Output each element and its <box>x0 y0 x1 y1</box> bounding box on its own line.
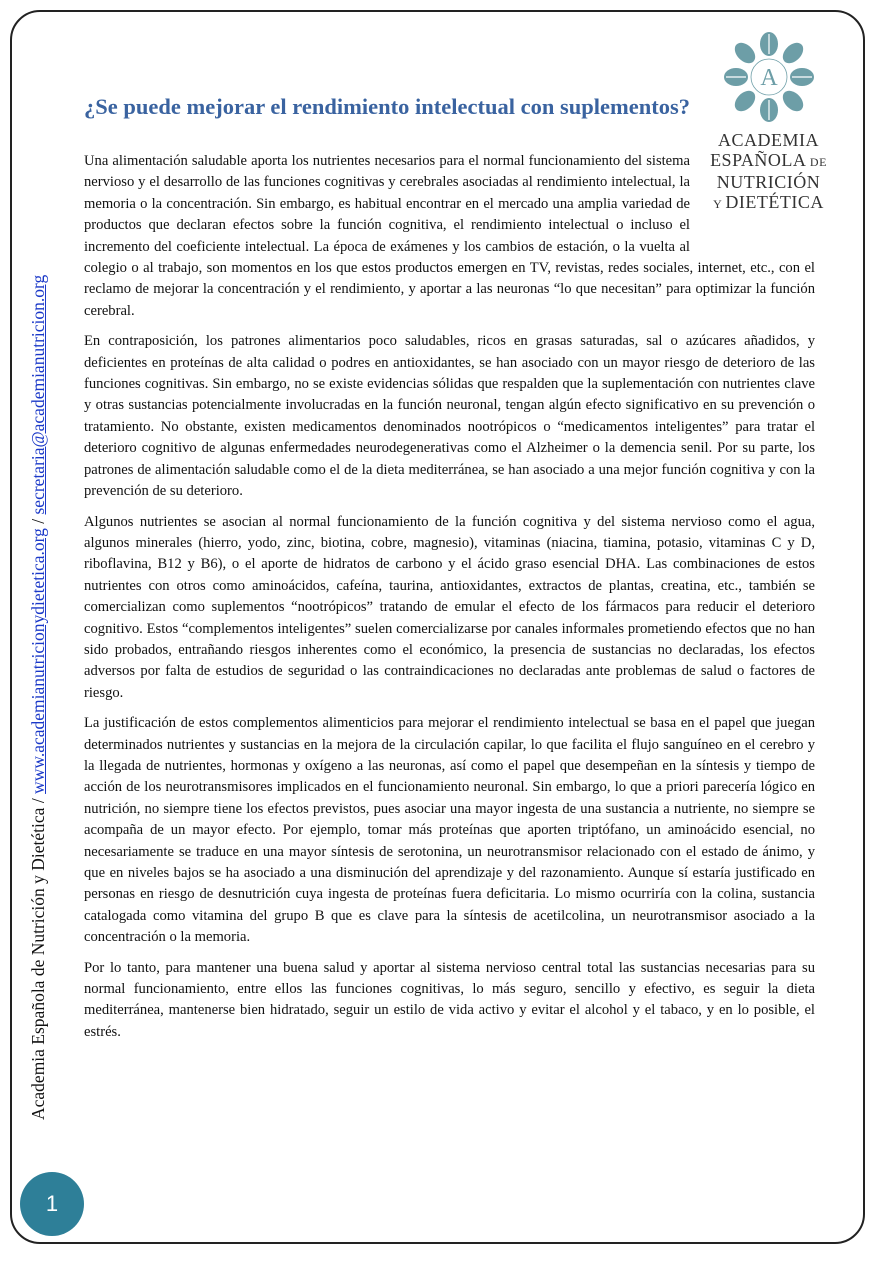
paragraph-3: Algunos nutrientes se asocian al normal funcionamiento de la función cognitiva y del sistema nervioso como el agua, algunos minerales (hierro, yodo, zinc, biotina, cobre, magnesio), vitaminas (niacina, tiamina, potasio, vitaminas C y D, riboflavina, B12 y B6), o el aporte de hidratos de carbono y el ácido graso esencial DHA. Las combinaciones de estos nutrientes con otros como aminoácidos, cafeína, taurina, antioxidantes, extractos de plantas, creatina, etc., también se comercializan como suplementos “nootrópicos” tratando de emular el efecto de los fármacos para reducir el deterioro cognitivo. Estos “complementos inteligentes” suelen comercializarse por canales informales prometiendo efectos que no han sido probados, entrañando riesgos inherentes como el económico, la presencia de sustancias no declaradas, los efectos adversos por falta de estudios de seguridad o las contraindicaciones no declaradas ante problemas de salud o factores de riesgo. <box>84 513 815 701</box>
leaf-circle-A-logo-icon <box>724 32 814 122</box>
paragraph-2: En contraposición, los patrones alimentarios poco saludables, ricos en grasas saturadas, sal o azúcares añadidos, y deficientes en proteínas de alta calidad o podres en antioxidantes, se han asociado con un mayor riesgo de deterioro de las funciones cognitivas. Sin embargo, no se existe evidencias sólidas que respalden que la suplementación con nutrientes clave y otras sustancias potencialmente involucradas en la función neuronal, tengan algún efecto significativo en su prevención o tratamiento. No obstante, existen medicamentos denominados nootrópicos o “medicamentos inteligentes” para tratar el deterioro cognitivo de algunas enfermedades neurodegenerativas como el Alzheimer o la demencia senil. Por su parte, los patrones de alimentación saludable como el de la dieta mediterránea, se han asociado a una mejor función cognitiva y con la prevención de su deterioro. <box>84 333 815 500</box>
article-title: ¿Se puede mejorar el rendimiento intelectual con suplementos? <box>84 94 690 119</box>
logo-wrap-spacer <box>690 151 815 237</box>
sidebar-footer <box>26 120 50 1120</box>
org-name: Academia Española de Nutrición y Dietética / <box>28 793 48 1120</box>
logo-line-2: ESPAÑOLA DE <box>710 150 827 170</box>
paragraph-1: Una alimentación saludable aporta los nutrientes necesarios para el normal funcionamiento del sistema nervioso y el desarrollo de las funciones cognitivas y cerebrales asociadas al rendimiento intelectual, la memoria o la concentración. Sin embargo, es habitual encontrar en el mercado una amplia variedad de productos que declaran efectos sobre la función cognitiva, el rendimiento intelectual o incluso el incremento del coeficiente intelectual. La época de exámenes y los cambios de estación, o la vuelta al colegio o al trabajo, son momentos en los que estos productos emergen en TV, revistas, redes sociales, internet, etc., con el reclamo de mejorar la concentración y el rendimiento, y aportar a las neuronas “lo que necesitan” para optimizar la función cerebral. <box>84 153 815 319</box>
article-body <box>84 151 815 1052</box>
link-separator: / <box>28 514 48 529</box>
page-number-badge: 1 <box>20 1172 84 1236</box>
logo-line-4: Y DIETÉTICA <box>713 192 824 212</box>
logo-line-3: NUTRICIÓN <box>716 172 821 192</box>
logo-line-1: ACADEMIA <box>718 130 819 150</box>
paragraph-4: La justificación de estos complementos alimenticios para mejorar el rendimiento intelectual se basa en el papel que juegan determinados nutrientes y sustancias en la mejora de la circulación capilar, lo que facilita el flujo sanguíneo en el cerebro y la llegada de nutrientes, hormonas y oxígeno a las neuronas, así como el papel que desempeñan en la síntesis y tiempo de acción de los neurotransmisores implicados en el funcionamiento neuronal. Sin embargo, lo que a priori parecería lógico en nutrición, no siempre tiene los efectos previstos, pues asociar una mayor ingesta de una sustancia a nutriente, no siempre se acompaña de un mayor efecto. Por ejemplo, tomar más proteínas que aporten triptófano, un aminoácido esencial, no necesariamente se traduce en una mayor síntesis de serotonina, un neurotransmisor relacionado con el estado de ánimo, y que en niveles bajos se ha asociado a una disminución del aprendizaje y del razonamiento. Aunque sí estaría justificado en personas en riesgo de desnutrición cuya ingesta de proteínas fuera deficitaria. Lo mismo ocurriría con la colina, sustancia catalogada como vitamina del grupo B que es clave para la síntesis de acetilcolina, un neurotransmisor asociado a la concentración o la memoria. <box>84 715 815 946</box>
email-link[interactable]: secretaria@academianutricion.org <box>28 274 48 515</box>
logo-letter: A <box>759 65 778 91</box>
website-link[interactable]: www.academianutricionydietetica.org <box>28 528 48 794</box>
paragraph-5: Por lo tanto, para mantener una buena salud y aportar al sistema nervioso central total las sustancias necesarias para su normal funcionamiento, entre ellos las funciones cognitivas, lo más seguro, sencillo y efectivo, es seguir la dieta mediterránea, mantenerse bien hidratado, seguir un estilo de vida activo y evitar el alcohol y el tabaco, y en lo posible, el estrés. <box>84 959 815 1040</box>
